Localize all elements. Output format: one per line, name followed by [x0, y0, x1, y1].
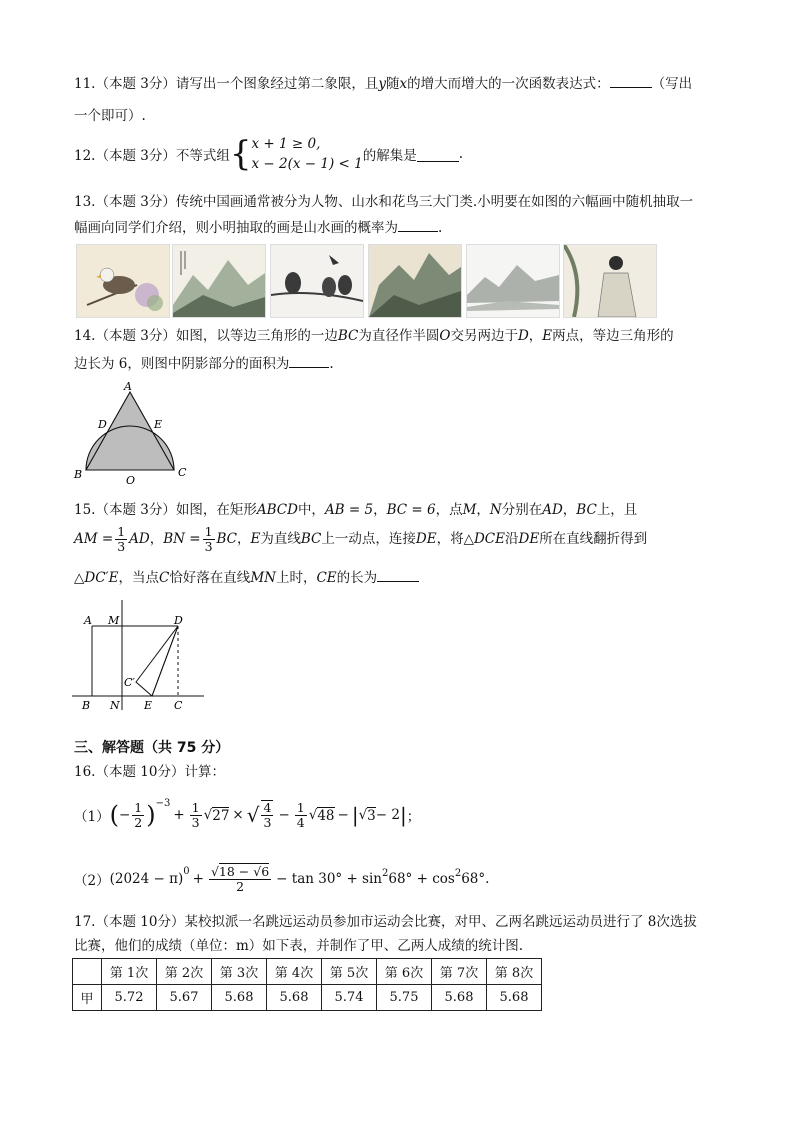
- label-D: D: [174, 614, 183, 627]
- table-header-cell: 第 1次: [102, 959, 157, 985]
- label-B: B: [74, 468, 83, 481]
- answer-blank[interactable]: [610, 72, 652, 88]
- fraction-one-third: $\frac{1}{3}$: [204, 524, 213, 554]
- inequality-system: x + 1 ≥ 0, x − 2(x − 1) < 1: [251, 136, 363, 172]
- label-A: A: [84, 614, 92, 627]
- system-brace: {: [229, 134, 252, 174]
- q13-line2: 幅画向同学们介绍，则小明抽取的画是山水画的概率为 .: [74, 216, 442, 238]
- q15-line3: △DC′E，当点C恰好落在直线MN上时，CE的长为: [74, 566, 419, 588]
- q14-figure: [66, 378, 198, 488]
- section-title: 三、解答题（共 75 分）: [74, 740, 230, 756]
- painting-landscape-3: [466, 244, 560, 318]
- q16-part1: （1） ( − $\frac{1}{2}$ ) $^{-3}$ + $\frac{1}{3}$ √ 27 × √ $\frac{4}{3}$ − $\frac{1}{4}$ √ 48 − | √ 3 − 2 | ；: [74, 797, 421, 830]
- table-cell: 5.67: [157, 985, 212, 1011]
- table-header-cell: 第 2次: [157, 959, 212, 985]
- table-header-cell: 第 7次: [432, 959, 487, 985]
- table-header-cell: 第 4次: [267, 959, 322, 985]
- painting-landscape-2: [368, 244, 462, 318]
- answer-blank[interactable]: [377, 566, 419, 582]
- q17-line1: 17.（本题 10分）某校拟派一名跳远运动员参加市运动会比赛，对甲、乙两名跳远运动员进行了 8次选拔: [74, 914, 697, 930]
- label-M: M: [108, 614, 120, 627]
- q12: 12.（本题 3分）不等式组 { x + 1 ≥ 0, x − 2(x − 1) < 1 的解集是 .: [74, 134, 464, 174]
- answer-blank[interactable]: [417, 146, 459, 162]
- label-O: O: [126, 474, 136, 487]
- label-C-prime: C′: [124, 676, 135, 689]
- answer-blank[interactable]: [289, 352, 329, 368]
- table-header-cell: 第 8次: [487, 959, 542, 985]
- q15-figure: [70, 598, 210, 714]
- label-C: C: [174, 699, 183, 712]
- q11-line2: 一个即可）.: [74, 108, 146, 124]
- painting-landscape-1: [172, 244, 266, 318]
- painting-figure: [563, 244, 657, 318]
- label-B: B: [82, 699, 91, 712]
- painting-bird-flowers: [76, 244, 170, 318]
- q15-line2: AM = $\frac{1}{3}$ AD，BN = $\frac{1}{3}$ BC，E为直线BC上一动点，连接DE，将△DCE沿DE所在直线翻折得到: [74, 524, 648, 554]
- label-E: E: [144, 699, 153, 712]
- q11-line1: 11.（本题 3分）请写出一个图象经过第二象限，且y随x的增大而增大的一次函数表达式： （写出: [74, 72, 692, 94]
- label-D: D: [98, 418, 107, 431]
- q15-line1: 15.（本题 3分）如图，在矩形ABCD中，AB = 5，BC = 6，点M，N分别在AD，BC上，且: [74, 502, 638, 518]
- q14-line2: 边长为 6，则图中阴影部分的面积为 .: [74, 352, 334, 374]
- answer-blank[interactable]: [398, 216, 438, 232]
- label-C: C: [178, 466, 187, 479]
- q16-part2: （2） (2024 − π) $^0$ + $\frac{√18 - √6}{2}$ − tan 30° + sin $^2$ 68° + cos $^2$ 68°.: [74, 863, 490, 894]
- table-cell: 5.68: [432, 985, 487, 1011]
- q13-line1: 13.（本题 3分）传统中国画通常被分为人物、山水和花鸟三大门类.小明要在如图的六幅画中随机抽取一: [74, 194, 694, 210]
- triangle-dc1e: [136, 626, 178, 696]
- table-header-cell: 第 6次: [377, 959, 432, 985]
- fraction-one-third: $\frac{1}{3}$: [117, 524, 126, 554]
- painting-birds-branch: [270, 244, 364, 318]
- q17-line2: 比赛，他们的成绩（单位：m）如下表，并制作了甲、乙两人成绩的统计图.: [74, 938, 524, 954]
- label-N: N: [110, 699, 120, 712]
- q14-line1: 14.（本题 3分）如图，以等边三角形的一边BC为直径作半圆O交另两边于D，E两点，等边三角形的: [74, 328, 674, 344]
- table-cell: 5.68: [267, 985, 322, 1011]
- table-cell: 5.68: [212, 985, 267, 1011]
- table-cell: 5.72: [102, 985, 157, 1011]
- label-A: A: [124, 380, 132, 393]
- q16-title: 16.（本题 10分）计算：: [74, 764, 225, 780]
- table-header-cell: 第 3次: [212, 959, 267, 985]
- table-row-label: 甲: [73, 985, 102, 1011]
- table-row: [73, 985, 542, 1011]
- table-header-row: [73, 959, 542, 985]
- table-cell: 5.75: [377, 985, 432, 1011]
- label-E: E: [154, 418, 163, 431]
- score-table: [72, 958, 542, 1011]
- table-header-cell: 第 5次: [322, 959, 377, 985]
- table-cell: 5.68: [487, 985, 542, 1011]
- table-cell: 5.74: [322, 985, 377, 1011]
- table-header-cell: [73, 959, 102, 985]
